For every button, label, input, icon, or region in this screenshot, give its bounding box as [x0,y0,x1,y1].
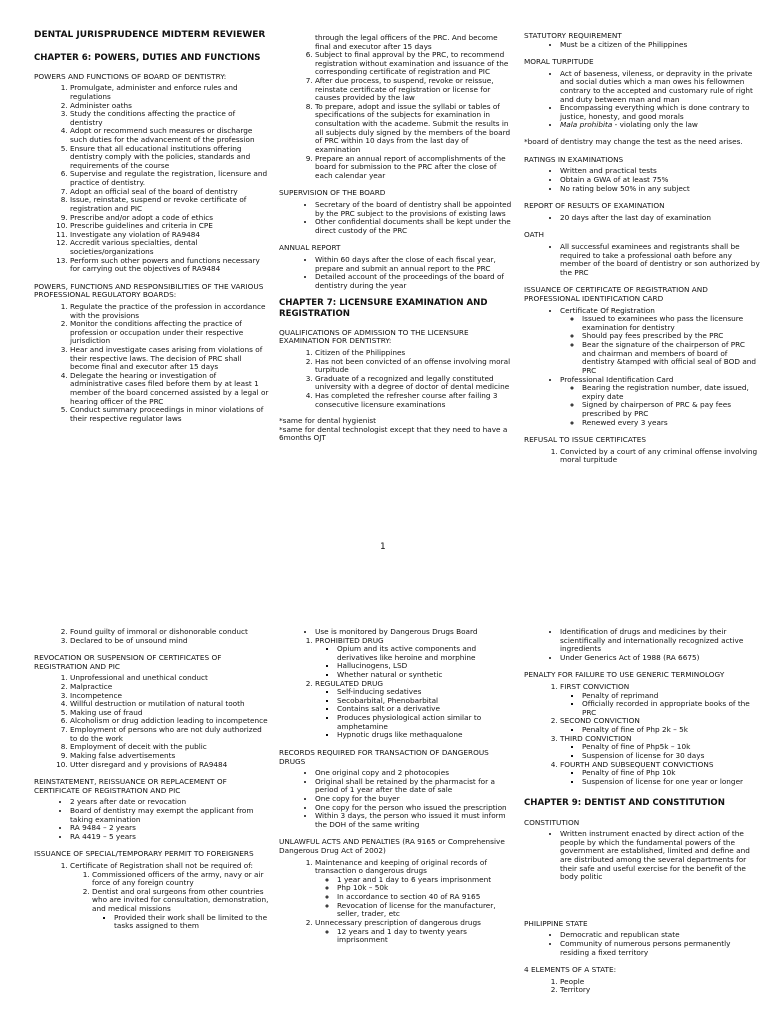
list-item [560,761,760,787]
list-item: 2. Monitor the conditions affecting the practice of profession or occupation under their respective jurisdiction [70,320,270,346]
list-item: 6. Subject to final approval by the PRC, to recommend registration without examination and issuance of the corresponding certificate of registration and PIC [315,51,515,77]
list-item: ▪ Penalty of fine of Php 10k [582,769,760,778]
unlawful-sublist-1 [315,876,515,919]
list-item: ◦ Revocation of license for the manufacturer, seller, trader, etc [337,902,515,919]
oath-list [524,243,760,277]
constitution-heading: CONSTITUTION [524,817,580,827]
pic-label: Professional Identification Card [560,374,674,384]
list-item [315,637,515,680]
list-item: ◦ 12 years and 1 day to twenty years imprisonment [337,928,515,945]
unlawful-item-2: Unnecessary prescription of dangerous drugs [315,917,481,927]
list-item: ▪ Produces physiological action similar to amphetamine [337,714,515,731]
list-item [560,683,760,717]
list-item: 2. Has not been convicted of an offense involving moral turpitude [315,358,515,375]
list-item: ▪ Contains salt or a derivative [337,705,515,714]
page-number: 1 [380,542,386,552]
list-item: • Must be a citizen of the Philippines [560,41,760,50]
list-item: 5. Making use of fraud [70,709,270,718]
list-item: ◦ In accordance to section 40 of RA 9165 [337,893,515,902]
list-item: 6. Alcoholism or drug addiction leading to incompetence [70,717,270,726]
list-item: 5. Ensure that all educational institutions offering dentistry comply with the policies, standards and requirements of the course [70,145,270,171]
list-item: • One original copy and 2 photocopies [315,769,515,778]
elements-list [524,978,760,995]
list-item: ◦ Renewed every 3 years [582,419,760,428]
special-permit-list [34,862,270,931]
prohibited-sublist [315,645,515,679]
revocation-list [34,674,270,769]
fourth-conviction-label: FOURTH AND SUBSEQUENT CONVICTIONS [560,759,714,769]
list-item: 9. Prescribe and/or adopt a code of ethics [70,214,270,223]
list-item: 1. Commissioned officers of the army, navy or air force of any foreign country [92,871,270,888]
document-title: DENTAL JURISPRUDENCE MIDTERM REVIEWER [34,30,266,40]
note-technologist: *same for dental technologist except that they need to have a 6months OJT [279,424,508,443]
list-item: ◦ Bear the signature of the chairperson of PRC and chairman and members of board of dentistry &tamped with official seal of BOD and PRC [582,341,760,375]
unlawful-list [279,859,515,945]
statutory-list [524,41,760,50]
list-item: • Written and practical tests [560,167,760,176]
page2-column-3 [524,624,760,1024]
list-item: • Under Generics Act of 1988 (RA 6675) [560,654,760,663]
list-item: • Act of baseness, vileness, or depravity in the private and social duties which a man owes his fellowmen contrary to the accepted and customary rule of right and duty between man and man [560,70,760,104]
penalty-list [524,683,760,786]
list-item: ▪ Penalty of reprimand [582,692,760,701]
records-list [279,769,515,829]
cor-sublist [560,315,760,375]
qualifications-list [279,349,515,409]
page1-column-2 [279,0,515,564]
list-item: 4. Willful destruction or mutilation of natural tooth [70,700,270,709]
list-item: ▪ Hallucinogens, LSD [337,662,515,671]
page1-column-1 [34,0,270,560]
prb-powers-heading: POWERS, FUNCTIONS AND RESPONSIBILITIES OF THE VARIOUS PROFESSIONAL REGULATORY BOARDS: [34,281,264,300]
philippine-state-heading: PHILIPPINE STATE [524,918,588,928]
list-item: ◦ Bearing the registration number, date issued, expiry date [582,384,760,401]
list-item: 8. Issue, reinstate, suspend or revoke certificate of registration and PIC [70,196,270,213]
list-item: 4. Adopt or recommend such measures or discharge such duties for the advancement of the profession [70,127,270,144]
list-item: • Original shall be retained by the pharmacist for a period of 1 year after the date of sale [315,778,515,795]
unlawful-heading: UNLAWFUL ACTS AND PENALTIES (RA 9165 or Comprehensive Dangerous Drug Act of 2002) [279,837,505,856]
list-item: • Detailed account of the proceedings of the board of dentistry during the year [315,273,515,290]
unlawful-sublist-2 [315,928,515,945]
list-item: ◦ Php 10k – 50k [337,884,515,893]
note-hygienist: *same for dental hygienist [279,416,377,426]
pic-sublist [560,384,760,427]
list-item: • Within 60 days after the close of each fiscal year, prepare and submit an annual report to the PRC [315,256,515,273]
list-item: • Within 3 days, the person who issued it must inform the DOH of the same writing [315,812,515,829]
page2-column-1 [34,624,270,1024]
list-item: ▪ Penalty of fine of Php 2k – 5k [582,726,760,735]
unlawful-item-1: Maintenance and keeping of original records of transaction o dangerous drugs [315,857,487,876]
list-item: • Obtain a GWA of at least 75% [560,176,760,185]
list-item: • RA 4419 – 5 years [70,833,270,842]
list-item [315,859,515,919]
list-item: ▪ Penalty of fine of Php5k – 10k [582,743,760,752]
prb-powers-list-continued-2 [279,51,515,180]
list-item: 12. Accredit various specialties, dental societies/organizations [70,239,270,256]
list-item: • Board of dentistry may exempt the applicant from taking examination [70,807,270,824]
list-item: 4. Delegate the hearing or investigation of administrative cases filed before them by at least 1 member of the board concerned assisted by a legal or hearing officer of the PRC [70,372,270,406]
supervision-heading: SUPERVISION OF THE BOARD [279,188,386,198]
list-item: 1. People [560,978,760,987]
moral-turpitude-list [524,70,760,130]
list-item: through the legal officers of the PRC. And become final and executor after 15 days [315,33,498,51]
first-conviction-label: FIRST CONVICTION [560,682,630,692]
chapter-7-heading: CHAPTER 7: LICENSURE EXAMINATION AND REGISTRATION [279,298,488,319]
list-item: ◦ Issued to examinees who pass the licensure examination for dentistry [582,315,760,332]
report-results-heading: REPORT OF RESULTS OF EXAMINATION [524,201,665,211]
list-item: • All successful examinees and registrants shall be required to take a professional oath before any member of the board of dentistry or son authorized by the PRC [560,243,760,277]
annual-report-list [279,256,515,290]
first-conviction-sublist [560,692,760,718]
list-item [560,735,760,761]
list-item: 3. Declared to be of unsound mind [70,637,270,646]
list-item [315,919,515,945]
list-item: 4. Has completed the refresher course after failing 3 consecutive licensure examinations [315,392,515,409]
special-sublist [70,871,270,931]
second-conviction-label: SECOND CONVICTION [560,716,640,726]
list-item: • Written instrument enacted by direct action of the people by which the fundamental powers of the government are established, limited and define and are distributed among the several departments for their safe and useful exercise for the benefit of the body politic [560,830,760,882]
prohibited-drug-label: PROHIBITED DRUG [315,635,384,645]
issuance-list [524,307,760,428]
list-item: ▪ Officially recorded in appropriate books of the PRC [582,700,760,717]
list-item: • Other confidential documents shall be kept under the direct custody of the PRC [315,218,515,235]
list-item: 1. Regulate the practice of the profession in accordance with the provisions [70,303,270,320]
refusal-heading: REFUSAL TO ISSUE CERTIFICATES [524,435,646,445]
list-item: • Encompassing everything which is done contrary to justice, honesty, and good morals [560,104,760,121]
list-item: 8. Employment of deceit with the public [70,743,270,752]
list-item: 3. Graduate of a recognized and legally constituted university with a degree of doctor of dental medicine [315,375,515,392]
list-item: ◦ Signed by chairperson of PRC & pay fees prescribed by PRC [582,401,760,418]
list-item: ◦ Should pay fees prescribed by the PRC [582,332,760,341]
special-sub-label: Dentist and oral surgeons from other countries who are invited for consultation, demonstration, and medical missions [92,886,269,914]
list-item: 2. Malpractice [70,683,270,692]
special-item-label: Certificate of Registration shall not be required of: [70,861,254,871]
constitution-list [524,830,760,882]
oath-heading: OATH [524,230,544,240]
list-item: 5. Conduct summary proceedings in minor violations of their respective regulator laws [70,406,270,423]
list-item: • 2 years after date or revocation [70,798,270,807]
list-item [92,888,270,931]
report-results-list [524,214,760,223]
list-item: 13. Perform such other powers and functions necessary for carrying out the objectives of RA9484 [70,257,270,274]
reinstatement-heading: REINSTATEMENT, REISSUANCE OR REPLACEMENT OF CERTIFICATE OF REGISTRATION AND PIC [34,777,227,795]
list-item [560,376,760,428]
list-item: • Identification of drugs and medicines by their scientifically and internationally recognized active ingredients [560,628,760,654]
supervision-list [279,201,515,235]
list-item: • No rating below 50% in any subject [560,185,760,194]
list-item [560,307,760,376]
drug-types-list [279,637,515,740]
page1-column-3 [524,0,760,560]
list-item: ▪ Opium and its active components and derivatives like heroine and morphine [337,645,515,662]
list-item [560,121,760,130]
special-permit-heading: ISSUANCE OF SPECIAL/TEMPORARY PERMIT TO FOREIGNERS [34,849,254,859]
annual-report-heading: ANNUAL REPORT [279,243,341,253]
records-heading: RECORDS REQUIRED FOR TRANSACTION OF DANGEROUS DRUGS [279,747,489,766]
list-item: 1. Convicted by a court of any criminal offense involving moral turpitude [560,448,760,465]
prb-powers-list [34,303,270,424]
page-2 [0,624,768,1024]
page2-column-2 [279,624,515,1024]
list-item: 7. Employment of persons who are not duly authorized to do the work [70,726,270,743]
board-powers-heading: POWERS AND FUNCTIONS OF BOARD OF DENTISTRY: [34,71,227,81]
elements-heading: 4 ELEMENTS OF A STATE: [524,965,617,975]
list-item: ▪ Provided their work shall be limited to the tasks assigned to them [114,914,270,931]
list-item: 10. Prescribe guidelines and criteria in CPE [70,222,270,231]
ratings-list [524,167,760,193]
list-item: 9. Making false advertisements [70,752,270,761]
fourth-conviction-sublist [560,769,760,786]
list-item [315,680,515,740]
list-item: 1. Unprofessional and unethical conduct [70,674,270,683]
cor-label: Certificate Of Registration [560,305,655,315]
list-item: • 20 days after the last day of examination [560,214,760,223]
list-item: • Use is monitored by Dangerous Drugs Board [315,628,515,637]
reinstatement-list [34,798,270,841]
list-item: • Democratic and republican state [560,931,760,940]
list-item: 1. Citizen of the Philippines [315,349,515,358]
chapter-6-heading: CHAPTER 6: POWERS, DUTIES AND FUNCTIONS [34,52,261,63]
refusal-list [524,448,760,465]
board-change-note: *board of dentistry may change the test as the need arises. [524,137,743,147]
list-item [70,862,270,931]
list-item: 2. Administer oaths [70,102,270,111]
list-item: ▪ Hypnotic drugs like methaqualone [337,731,515,740]
list-item: 1. Promulgate, administer and enforce rules and regulations [70,84,270,101]
board-powers-list [34,84,270,273]
list-item: 7. After due process, to suspend, revoke or reissue, reinstate certificate of registration or license for causes provided by the law [315,77,515,103]
list-item [560,717,760,734]
statutory-heading: STATUTORY REQUIREMENT [524,31,622,40]
list-item: 3. Hear and investigate cases arising from violations of their respective laws. The decision of PRC shall become final and executor after 15 days [70,346,270,372]
list-item: • One copy for the buyer [315,795,515,804]
list-item: 3. Incompetence [70,692,270,701]
refusal-list-continued [34,628,270,645]
mala-prohibita-term: Mala prohibita [560,120,613,130]
list-item: 10. Utter disregard and y provisions of RA9484 [70,761,270,770]
moral-turpitude-heading: MORAL TURPITUDE [524,57,594,67]
list-item: 2. Found guilty of immoral or dishonorable conduct [70,628,270,637]
list-item: 3. Study the conditions affecting the practice of dentistry [70,110,270,127]
list-item: 9. Prepare an annual report of accomplishments of the board for submission to the PRC after the close of each calendar year [315,155,515,181]
list-item: ▪ Secobarbital, Phenobarbital [337,697,515,706]
page-gap [0,574,768,624]
penalty-heading: PENALTY FOR FAILURE TO USE GENERIC TERMINOLOGY [524,670,725,680]
regulated-sublist [315,688,515,740]
list-item: • One copy for the person who issued the prescription [315,804,515,813]
list-item: • Secretary of the board of dentistry shall be appointed by the PRC subject to the provisions of existing laws [315,201,515,218]
list-item: 7. Adopt an official seal of the board of dentistry [70,188,270,197]
ratings-heading: RATINGS IN EXAMINATIONS [524,154,624,164]
prb-powers-list-continued [279,34,515,51]
list-item: 8. To prepare, adopt and issue the syllabi or tables of specifications of the subjects for examination in consultation with the academe. Submit the results in all subjects duly signed by the members of the board of PRC within 10 days from the last day of examination [315,103,515,155]
regulated-drug-label: REGULATED DRUG [315,678,384,688]
list-item: ◦ 1 year and 1 day to 6 years imprisonment [337,876,515,885]
chapter-9-heading: CHAPTER 9: DENTIST AND CONSTITUTION [524,798,725,809]
list-item: 2. Territory [560,986,760,995]
list-item: ▪ Whether natural or synthetic [337,671,515,680]
mala-prohibita-definition: - violating only the law [612,120,698,130]
list-item: ▪ Suspension of license for one year or longer [582,778,760,787]
list-item: • RA 9484 – 2 years [70,824,270,833]
revocation-heading: REVOCATION OR SUSPENSION OF CERTIFICATES OF REGISTRATION AND PIC [34,653,222,671]
list-item: 11. Investigate any violation of RA9484 [70,231,270,240]
issuance-heading: ISSUANCE OF CERTIFICATE OF REGISTRATION AND PROFESSIONAL IDENTIFICATION CARD [524,285,708,304]
list-item: • Community of numerous persons permanently residing a fixed territory [560,940,760,957]
list-item: ▪ Self-inducing sedatives [337,688,515,697]
special-subsublist [92,914,270,931]
philippine-state-list [524,931,760,957]
qualifications-heading: QUALIFICATIONS OF ADMISSION TO THE LICENSURE EXAMINATION FOR DENTISTRY: [279,327,469,346]
third-conviction-sublist [560,743,760,760]
third-conviction-label: THIRD CONVICTION [560,733,632,743]
list-item: 6. Supervise and regulate the registration, licensure and practice of dentistry. [70,170,270,187]
list-item: ▪ Suspension of license for 30 days [582,752,760,761]
generics-list [524,628,760,662]
